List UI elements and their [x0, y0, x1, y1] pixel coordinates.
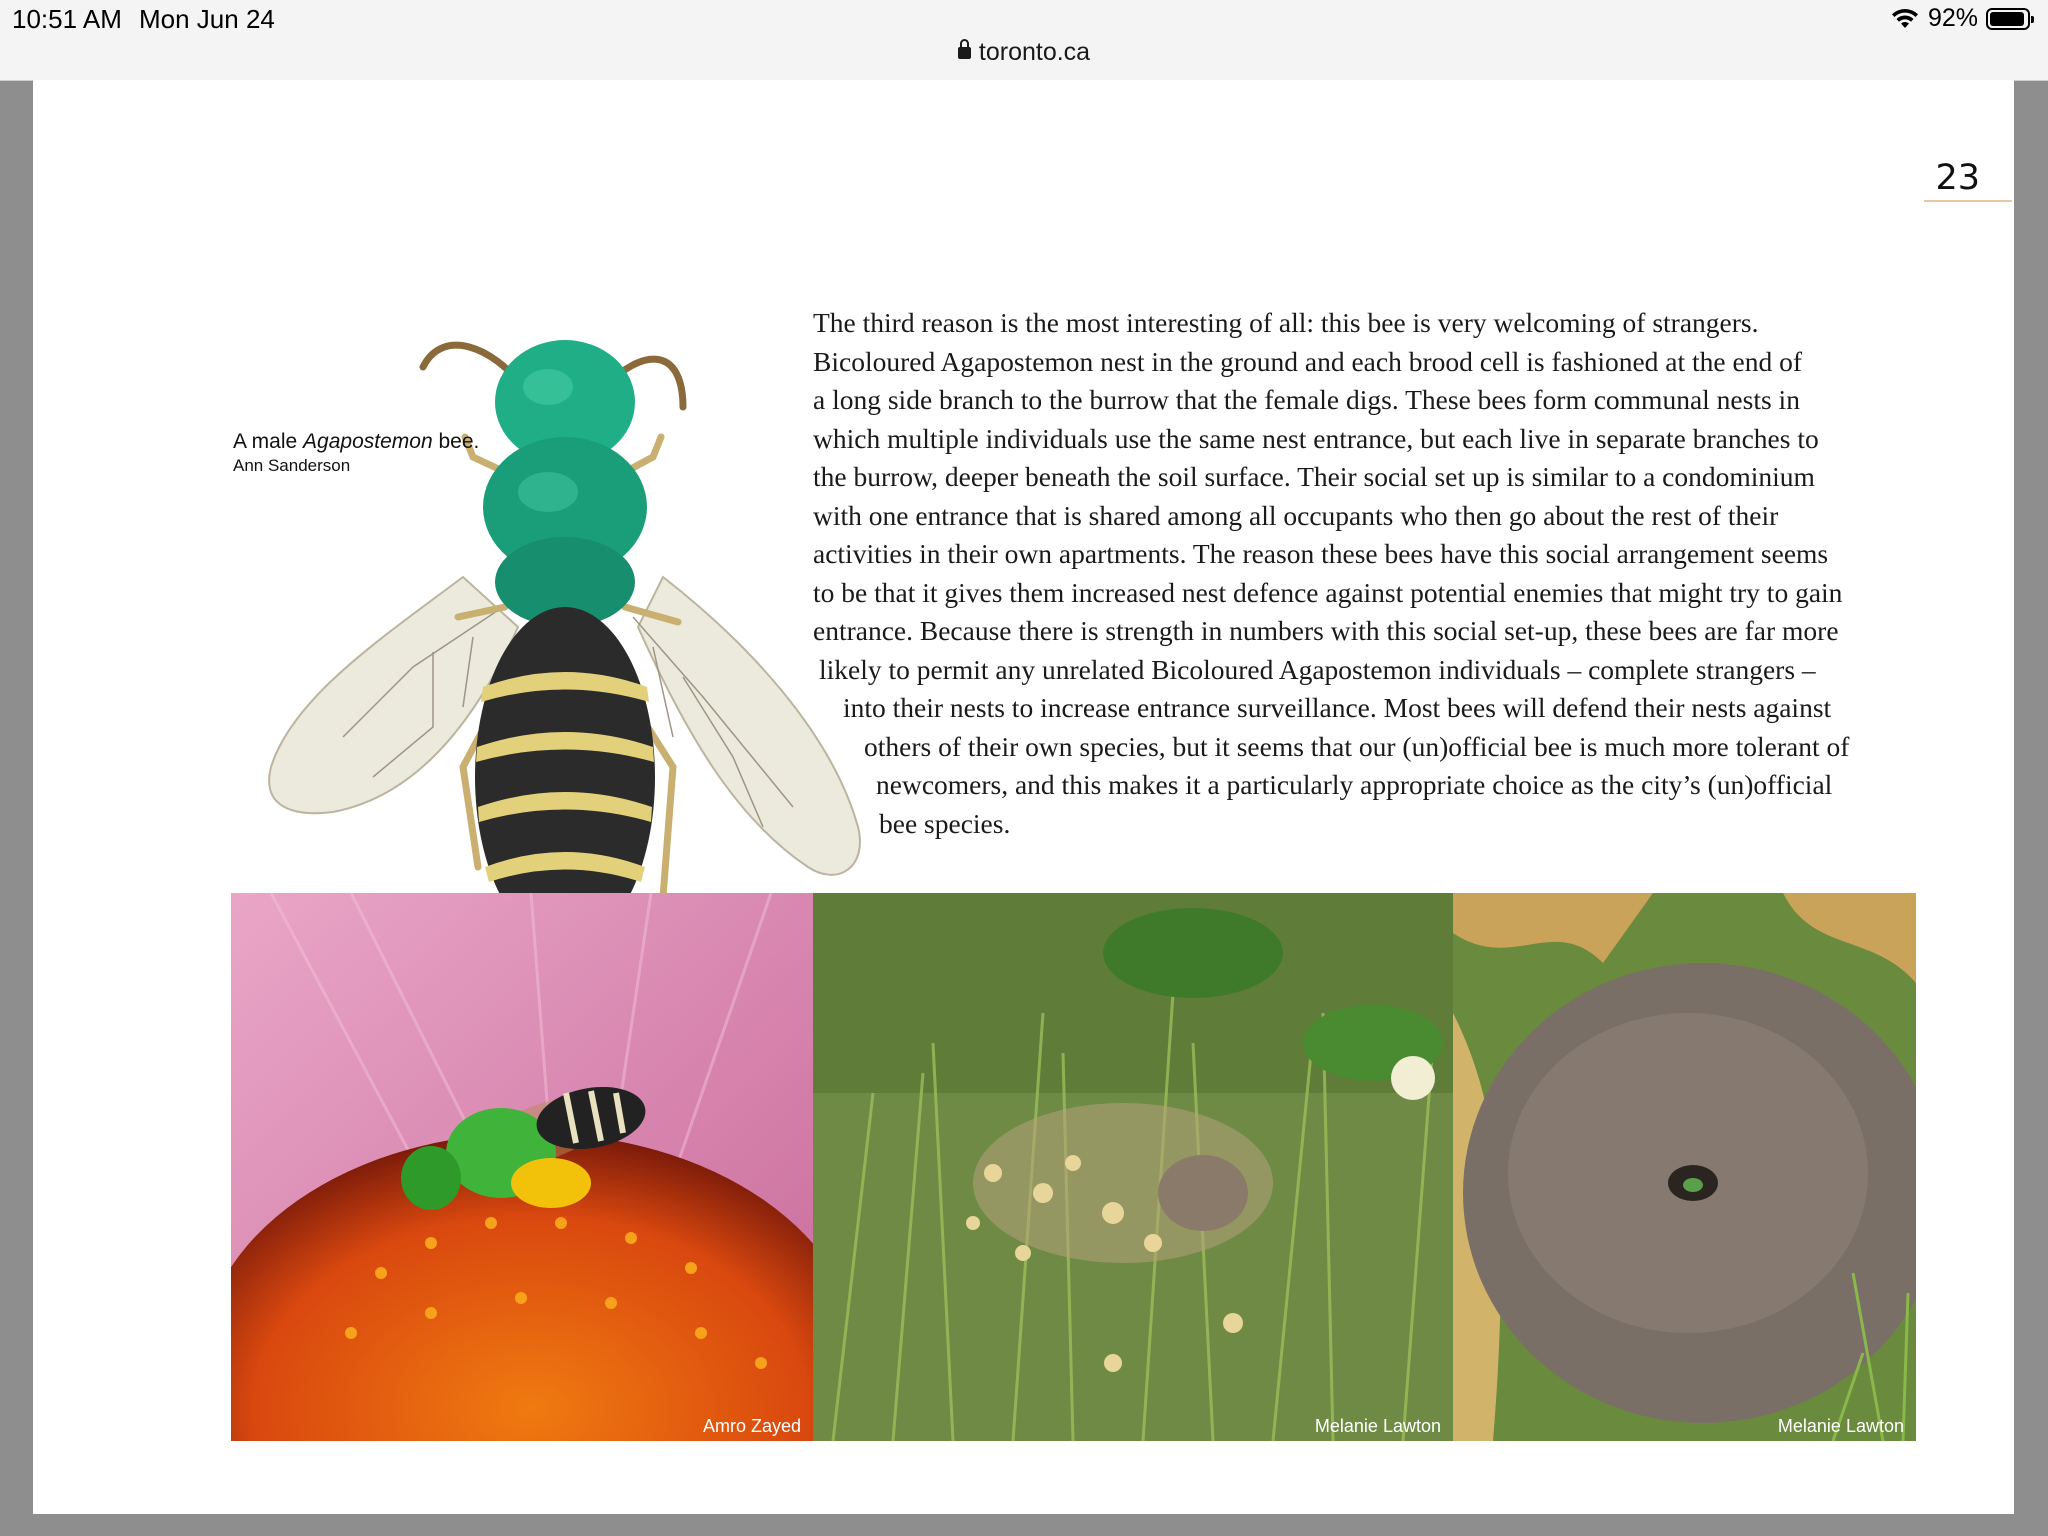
body-paragraph	[813, 304, 2013, 843]
text-line: activities in their own apartments. The reason these bees have this social arrangement seems	[813, 538, 1829, 569]
text-line: into their nests to increase entrance surveillance. Most bees will defend their nests against	[843, 692, 1832, 723]
illustration-credit: Ann Sanderson	[233, 456, 351, 475]
caption-genus: Agapostemon	[303, 430, 433, 453]
battery-percent: 92%	[1927, 4, 1978, 32]
photo-bee-on-flower	[231, 893, 813, 1441]
text-line: bee species.	[879, 807, 1011, 839]
status-bar	[0, 0, 2048, 81]
text-line: likely to permit any unrelated Bicoloured Agapostemon individuals – complete strangers –	[819, 653, 1816, 685]
photo-credit: Amro Zayed	[702, 1416, 801, 1436]
lock-icon	[958, 47, 971, 59]
photo-credit: Melanie Lawton	[1777, 1416, 1904, 1436]
photo-nest-entrance	[1453, 893, 1916, 1441]
clock: 10:51 AM	[12, 4, 122, 34]
photo-nest-in-grass	[813, 893, 1453, 1441]
text-line: to be that it gives them increased nest defence against potential enemies that might try to gain	[813, 576, 1843, 608]
photo-credit: Melanie Lawton	[1314, 1416, 1441, 1436]
text-line: Bicoloured Agapostemon nest in the ground and each brood cell is fashioned at the end of	[813, 345, 1802, 377]
text-line: others of their own species, but it seems that our (un)official bee is much more tolerant of	[864, 730, 1850, 762]
illustration-caption: A male Agapostemon bee. Ann Sanderson	[233, 430, 479, 478]
date: Mon Jun 24	[139, 4, 275, 34]
battery-icon	[1986, 8, 2030, 30]
bee-illustration	[233, 307, 899, 967]
text-line: which multiple individuals use the same nest entrance, but each live in separate branches to	[813, 422, 1819, 454]
address-bar[interactable]	[0, 38, 2048, 67]
status-icons	[1890, 4, 2030, 33]
text-line: with one entrance that is shared among all occupants who then go about the rest of their	[813, 499, 1779, 531]
text-line: a long side branch to the burrow that the female digs. These bees form communal nests in	[813, 384, 1800, 415]
wifi-icon	[1890, 8, 1920, 30]
text-line: the burrow, deeper beneath the soil surface. Their social set up is similar to a condominium	[813, 461, 1815, 492]
document-page	[33, 80, 2014, 1514]
page-number-rule	[1924, 200, 2012, 202]
text-line: The third reason is the most interesting of all: this bee is very welcoming of strangers.	[813, 307, 1759, 338]
page-number: 23	[1935, 158, 1980, 198]
text-line: entrance. Because there is strength in numbers with this social set-up, these bees are far more	[813, 615, 1839, 646]
text-line: newcomers, and this makes it a particularly appropriate choice as the city’s (un)official	[876, 769, 1833, 800]
url-text: toronto.ca	[978, 38, 1091, 66]
